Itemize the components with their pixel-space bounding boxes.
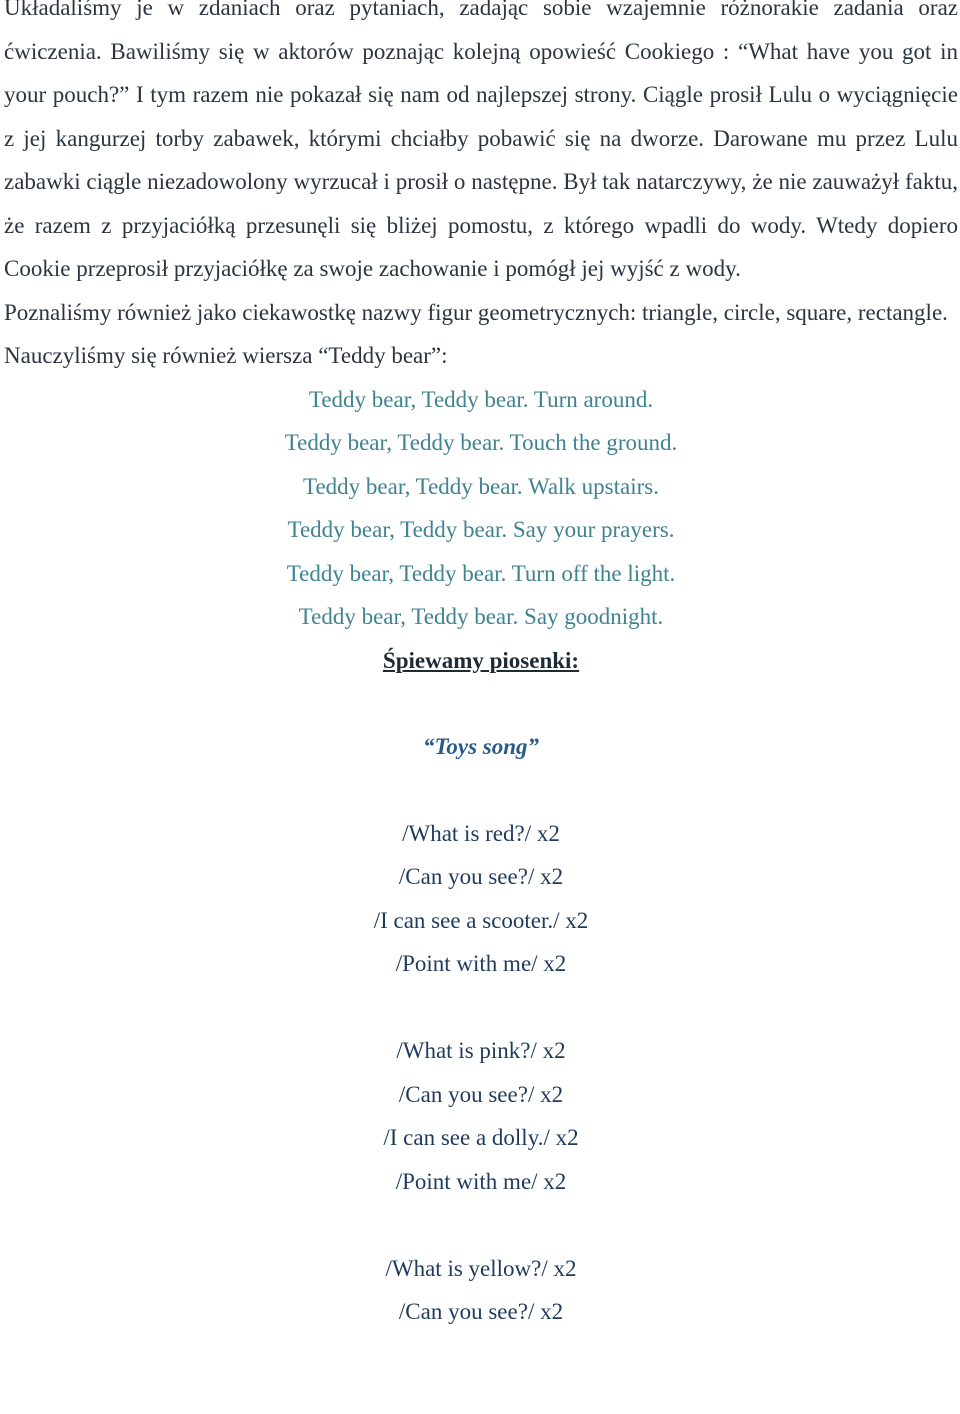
song-line: /Can you see?/ x2	[398, 864, 564, 889]
song-line: /What is yellow?/ x2	[385, 1255, 577, 1281]
poem-intro-paragraph: Nauczyliśmy się również wiersza “Teddy bear”:	[4, 343, 448, 368]
teddy-bear-poem	[4, 378, 958, 639]
song-line: /I can see a scooter./ x2	[373, 907, 589, 933]
shapes-paragraph: Poznaliśmy również jako ciekawostkę nazwy figur geometrycznych: triangle, circle, square, rectangle.	[4, 299, 948, 325]
poem-line: Teddy bear, Teddy bear. Say your prayers.	[287, 517, 675, 542]
song-line: /Point with me/ x2	[395, 1168, 567, 1194]
song-title: “Toys song”	[422, 734, 540, 759]
song-line: /What is pink?/ x2	[396, 1038, 566, 1063]
song-line: /Can you see?/ x2	[398, 1299, 564, 1324]
toys-song-lyrics	[4, 812, 958, 1334]
song-line: /What is red?/ x2	[402, 820, 560, 846]
song-stanza	[4, 812, 958, 986]
song-stanza	[4, 1029, 958, 1203]
poem-line: Teddy bear, Teddy bear. Walk upstairs.	[303, 473, 659, 499]
song-line: /Can you see?/ x2	[398, 1081, 564, 1107]
poem-line: Teddy bear, Teddy bear. Turn off the light.	[286, 560, 676, 586]
songs-heading: Śpiewamy piosenki:	[382, 647, 580, 673]
song-line: /Point with me/ x2	[395, 951, 567, 976]
song-stanza	[4, 1247, 958, 1334]
poem-line: Teddy bear, Teddy bear. Touch the ground.	[284, 430, 678, 455]
poem-line: Teddy bear, Teddy bear. Turn around.	[308, 386, 654, 412]
song-line: /I can see a dolly./ x2	[383, 1125, 579, 1150]
story-paragraph: Układaliśmy je w zdaniach oraz pytaniach, zadając sobie wzajemnie różnorakie zadania oraz ćwiczenia. Bawiliśmy się w aktorów poznając kolejną opowieść Cookiego : “What have you got in your pouch?” I tym razem nie pokazał się nam od najlepszej strony. Ciągle prosił Lulu o wyciągnięcie z jej kangurzej torby zabawek, którymi chciałby pobawić się na dworze. Darowane mu przez Lulu zabawki ciągle niezadowolony wyrzucał i prosił o następne. Był tak natarczywy, że nie zauważył faktu, że razem z przyjaciółką przesunęli się bliżej pomostu, z którego wpadli do wody. Wtedy dopiero Cookie przeprosił przyjaciółkę za swoje zachowanie i pomógł jej wyjść z wody.	[4, 0, 958, 281]
poem-line: Teddy bear, Teddy bear. Say goodnight.	[298, 604, 664, 629]
